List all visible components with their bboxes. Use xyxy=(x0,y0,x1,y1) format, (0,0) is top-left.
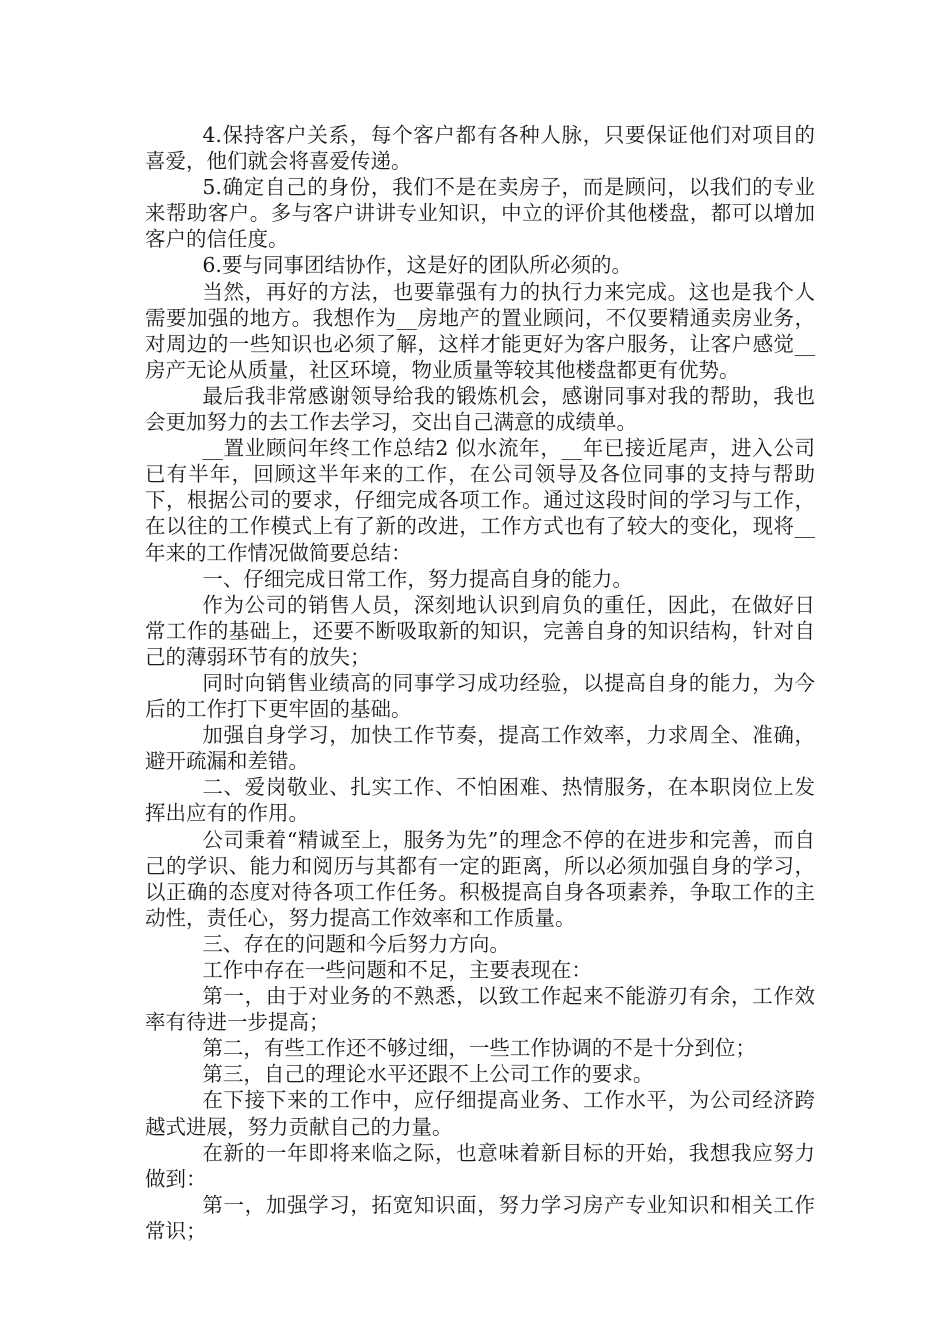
paragraph-10: 加强自身学习，加快工作节奏，提高工作效率，力求周全、准确，避开疏漏和差错。 xyxy=(145,723,815,774)
paragraph-18: 在下接下来的工作中，应仔细提高业务、工作水平，为公司经济跨越式进展，努力贡献自己的力量。 xyxy=(145,1088,815,1139)
paragraph-9: 同时向销售业绩高的同事学习成功经验，以提高自身的能力，为今后的工作打下更牢固的基础。 xyxy=(145,670,815,722)
paragraph-2: 5.确定自己的身份，我们不是在卖房子，而是顾问，以我们的专业来帮助客户。多与客户讲讲专业知识，中立的评价其他楼盘，都可以增加客户的信任度。 xyxy=(145,175,815,252)
paragraph-3: 6.要与同事团结协作，这是好的团队所必须的。 xyxy=(202,253,632,278)
paragraph-20: 第一，加强学习，拓宽知识面，努力学习房产专业知识和相关工作常识； xyxy=(145,1192,815,1243)
paragraph-16: 第二，有些工作还不够过细，一些工作协调的不是十分到位； xyxy=(202,1036,756,1061)
paragraph-12: 公司秉着“精诚至上，服务为先”的理念不停的在进步和完善，而自己的学识、能力和阅历与其都有一定的距离，所以必须加强自身的学习，以正确的态度对待各项工作任务。积极提高自身各项素养，争取工作的主动性，责任心，努力提高工作效率和工作质量。 xyxy=(145,827,815,930)
paragraph-15: 第一，由于对业务的不熟悉，以致工作起来不能游刃有余，工作效率有待进一步提高； xyxy=(145,984,815,1035)
section-heading-3: 三、存在的问题和今后努力方向。 xyxy=(202,931,510,956)
section-heading-1: 一、仔细完成日常工作，努力提高自身的能力。 xyxy=(202,566,633,591)
paragraph-6: __置业顾问年终工作总结2 似水流年，__年已接近尾声，进入公司已有半年，回顾这半年来的工作，在公司领导及各位同事的支持与帮助下，根据公司的要求，仔细完成各项工作。通过这段时间的学习与工作，在以往的工作模式上有了新的改进，工作方式也有了较大的变化，现将__年来的工作情况做简要总结： xyxy=(145,436,815,565)
paragraph-4: 当然，再好的方法，也要靠强有力的执行力来完成。这也是我个人需要加强的地方。我想作为__房地产的置业顾问，不仅要精通卖房业务，对周边的一些知识也必须了解，这样才能更好为客户服务，让客户感觉__房产无论从质量，社区环境，物业质量等较其他楼盘都更有优势。 xyxy=(145,279,815,382)
paragraph-5: 最后我非常感谢领导给我的锻炼机会，感谢同事对我的帮助，我也会更加努力的去工作去学习，交出自己满意的成绩单。 xyxy=(145,383,815,435)
paragraph-1: 4.保持客户关系，每个客户都有各种人脉，只要保证他们对项目的喜爱，他们就会将喜爱传递。 xyxy=(145,123,815,174)
paragraph-14: 工作中存在一些问题和不足，主要表现在： xyxy=(202,958,592,982)
paragraph-17: 第三，自己的理论水平还跟不上公司工作的要求。 xyxy=(202,1062,654,1087)
document-body xyxy=(145,122,815,1244)
paragraph-8: 作为公司的销售人员，深刻地认识到肩负的重任，因此，在做好日常工作的基础上，还要不断吸取新的知识，完善自身的知识结构，针对自己的薄弱环节有的放失； xyxy=(145,592,815,669)
section-heading-2: 二、爱岗敬业、扎实工作、不怕困难、热情服务，在本职岗位上发挥出应有的作用。 xyxy=(145,775,815,826)
paragraph-19: 在新的一年即将来临之际，也意味着新目标的开始，我想我应努力做到： xyxy=(145,1140,815,1191)
